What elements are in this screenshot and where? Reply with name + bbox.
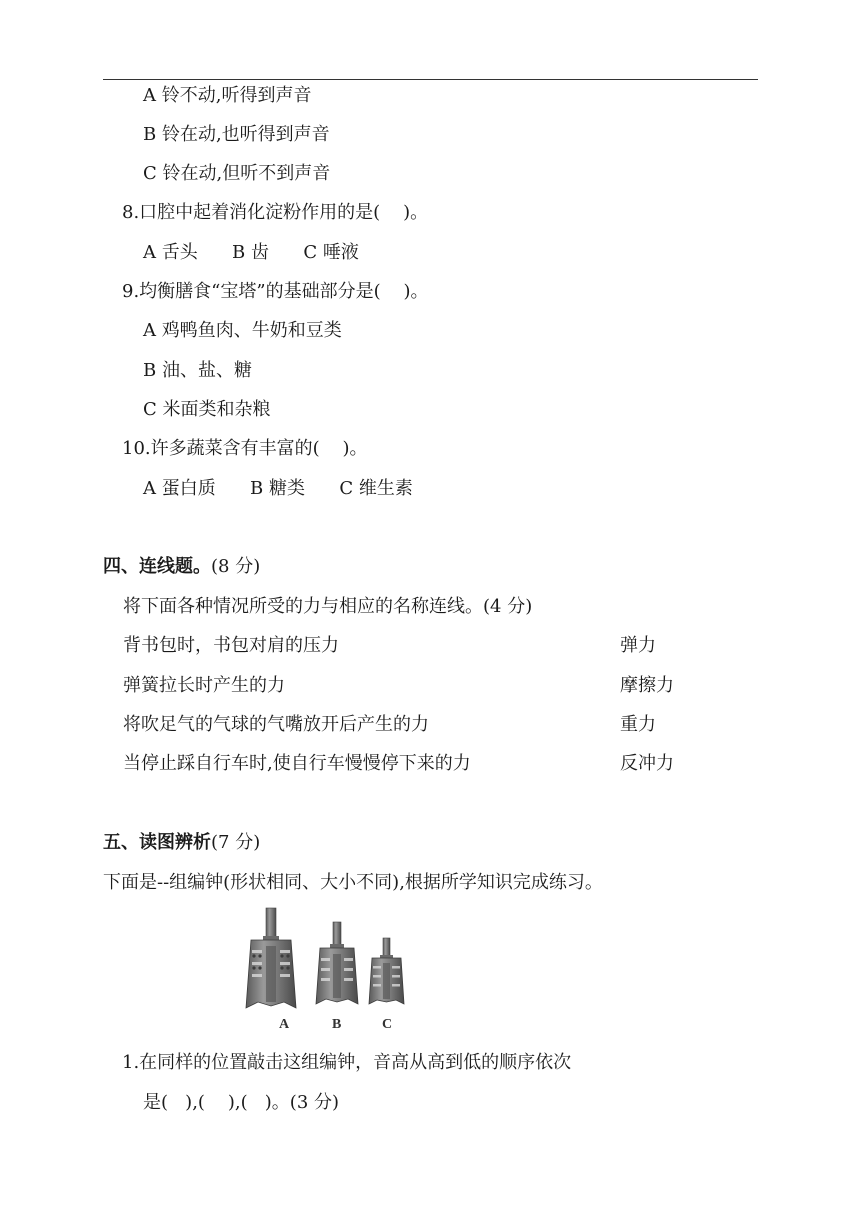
match-row [123,675,723,697]
match-left-item[interactable]: 将吹足气的气球的气嘴放开后产生的力 [123,714,429,735]
match-row [123,635,723,657]
q7-option-b: B 铃在动,也听得到声音 [143,124,330,145]
section4-title: 四、连线题。 [103,556,211,577]
q7-option-a: A 铃不动,听得到声音 [143,85,312,106]
section4-heading [103,556,260,578]
bell-c [369,938,404,1004]
match-row [123,753,723,775]
section5-q1-line2: 是( ),( ),( )。(3 分) [143,1092,340,1113]
section5-points: (7 分) [211,832,261,853]
section5-heading [103,832,260,854]
bell-label-a: A [279,1017,290,1032]
match-row [123,714,723,736]
match-left-item[interactable]: 背书包时，书包对肩的压力 [123,635,339,656]
bell-label-b: B [332,1017,342,1032]
bells-illustration [240,904,420,1016]
section5-q1-line1: 1.在同样的位置敲击这组编钟，音高从高到低的顺序依次 [122,1052,572,1073]
match-left-item[interactable]: 弹簧拉长时产生的力 [123,675,285,696]
section5-title: 五、读图辨析 [103,832,211,853]
bell-a [246,908,296,1008]
match-left-item[interactable]: 当停止踩自行车时,使自行车慢慢停下来的力 [123,753,471,774]
match-right-item[interactable]: 摩擦力 [620,675,674,696]
q10-stem: 10.许多蔬菜含有丰富的( )。 [122,438,368,459]
section4-points: (8 分) [211,556,261,577]
q8-options: A 舌头 B 齿 C 唾液 [143,242,359,263]
q9-option-c: C 米面类和杂粮 [143,399,271,420]
match-right-item[interactable]: 反冲力 [620,753,674,774]
q8-stem: 8.口腔中起着消化淀粉作用的是( )。 [122,202,429,223]
q9-option-b: B 油、盐、糖 [143,360,252,381]
bells-figure [240,904,420,1036]
header-rule [103,79,758,80]
q10-options: A 蛋白质 B 糖类 C 维生素 [143,478,413,499]
match-right-item[interactable]: 弹力 [620,635,656,656]
section5-intro: 下面是--组编钟(形状相同、大小不同),根据所学知识完成练习。 [103,872,603,893]
section4-instruction: 将下面各种情况所受的力与相应的名称连线。(4 分) [123,596,533,617]
q9-stem: 9.均衡膳食“宝塔”的基础部分是( )。 [122,281,429,302]
bell-label-c: C [382,1017,393,1032]
match-right-item[interactable]: 重力 [620,714,656,735]
bell-b [316,922,358,1004]
q9-option-a: A 鸡鸭鱼肉、牛奶和豆类 [143,320,342,341]
q7-option-c: C 铃在动,但听不到声音 [143,163,331,184]
